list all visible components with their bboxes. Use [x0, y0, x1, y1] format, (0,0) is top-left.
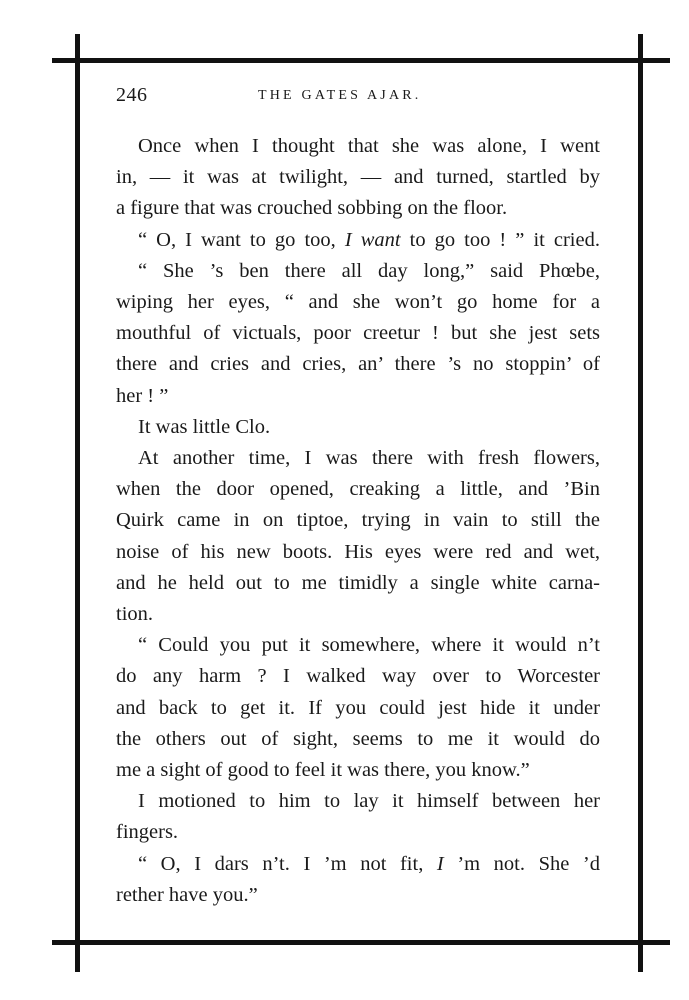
- text-segment: ’m not. She ’d: [443, 852, 600, 875]
- text-line: and he held out to me timidly a single white carna-: [116, 571, 600, 594]
- text-line: me a sight of good to feel it was there, you know.”: [116, 759, 530, 782]
- text-line: and back to get it. If you could jest hide it under: [116, 696, 600, 719]
- text-line: fingers.: [116, 821, 179, 844]
- text-line: [116, 849, 600, 880]
- running-title: THE GATES AJAR.: [258, 88, 422, 103]
- emphasis-text: I want: [344, 228, 401, 251]
- text-line: “ She ’s ben there all day long,” said Phœbe,: [138, 259, 600, 282]
- text-line: rether have you.”: [116, 883, 258, 906]
- text-segment: to go too ! ” it cried.: [400, 228, 600, 251]
- left-border-rule: [75, 34, 80, 972]
- text-line: Once when I thought that she was alone, I went: [138, 135, 600, 157]
- text-line: there and cries and cries, an’ there ’s no stoppin’ of: [116, 353, 600, 376]
- text-line: when the door opened, creaking a little, and ’Bin: [116, 478, 600, 501]
- text-line: mouthful of victuals, poor creetur ! but she jest sets: [116, 322, 600, 345]
- bottom-border-rule: [52, 940, 670, 945]
- text-line: wiping her eyes, “ and she won’t go home for a: [116, 291, 600, 314]
- text-line: Quirk came in on tiptoe, trying in vain to still the: [116, 509, 600, 532]
- text-line: her ! ”: [116, 384, 169, 407]
- text-line: [116, 225, 600, 256]
- text-line: I motioned to him to lay it himself between her: [138, 790, 600, 813]
- body-text: [116, 131, 600, 911]
- text-segment: “ O, I want to go too,: [138, 228, 345, 251]
- right-border-rule: [638, 34, 643, 972]
- text-line: noise of his new boots. His eyes were red and wet,: [116, 540, 600, 563]
- text-line: At another time, I was there with fresh flowers,: [138, 447, 600, 470]
- top-border-rule: [52, 58, 670, 63]
- text-line: It was little Clo.: [138, 415, 271, 438]
- text-line: the others out of sight, seems to me it would do: [116, 727, 600, 750]
- text-line: do any harm ? I walked way over to Worcester: [116, 665, 600, 688]
- text-line: tion.: [116, 603, 154, 626]
- text-line: a figure that was crouched sobbing on the floor.: [116, 197, 508, 220]
- emphasis-text: I: [436, 852, 444, 875]
- text-segment: “ O, I dars n’t. I ’m not fit,: [138, 852, 437, 875]
- text-line: in, — it was at twilight, — and turned, startled by: [116, 166, 600, 189]
- text-line: “ Could you put it somewhere, where it would n’t: [138, 634, 600, 657]
- page-number: 246: [116, 84, 148, 106]
